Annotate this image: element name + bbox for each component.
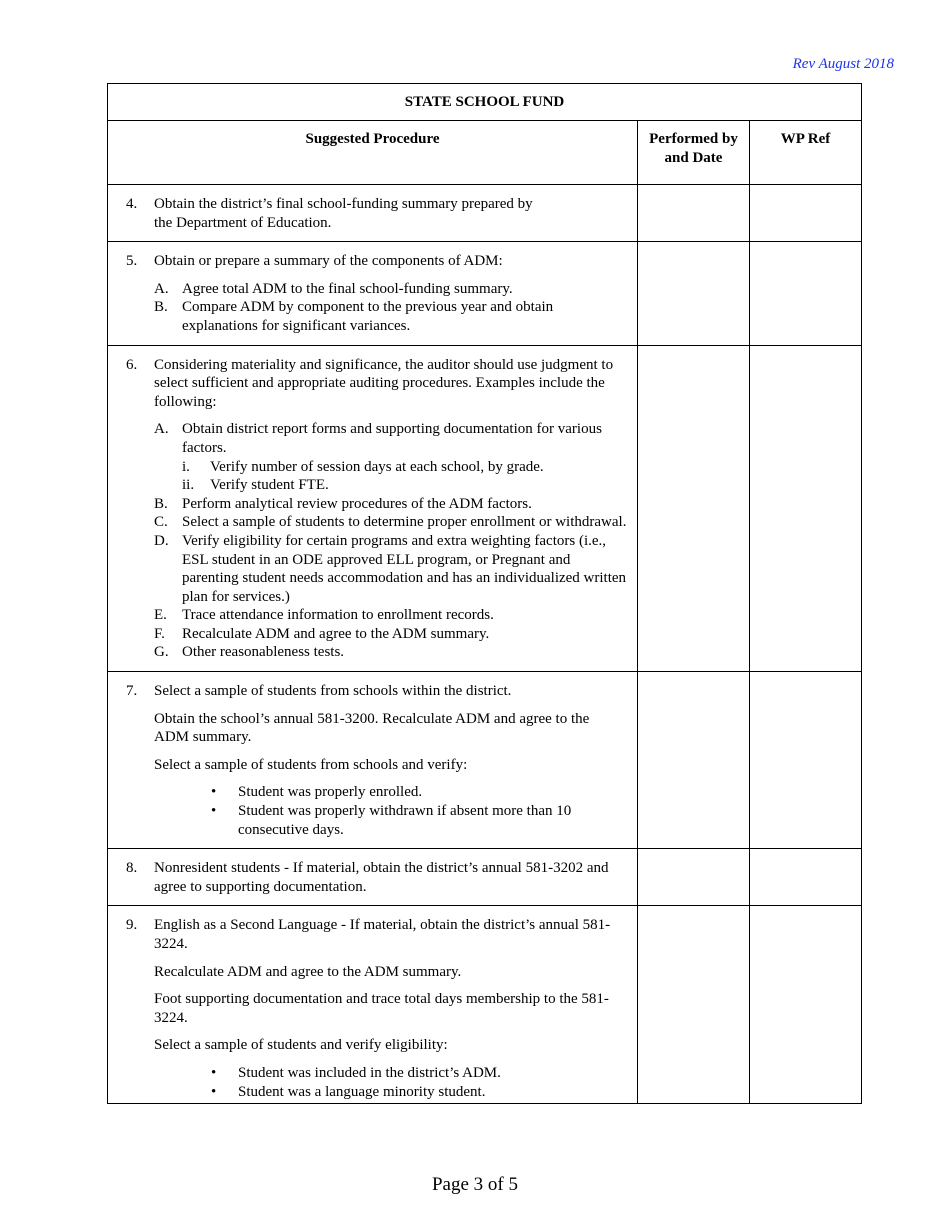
performed-by-cell[interactable]	[638, 672, 750, 849]
item-text: Verify eligibility for certain programs and extra weighting factors (i.e., ESL student in an ODE approved ELL program, or Pregnant and parenting student needs accommodation and has an individualized written plan for services.)	[182, 532, 627, 605]
wp-ref-cell[interactable]	[750, 242, 862, 345]
item-marker: G.	[154, 644, 169, 661]
performed-by-cell[interactable]	[638, 906, 750, 1104]
item-marker: i.	[182, 458, 190, 475]
list-item	[182, 458, 627, 477]
list-item	[154, 532, 627, 606]
performed-by-cell[interactable]	[638, 185, 750, 242]
header-wp-ref: WP Ref	[750, 121, 862, 185]
item-text: Agree total ADM to the final school-funding summary.	[182, 280, 513, 297]
roman-sub-list	[182, 458, 627, 495]
step-text: Obtain the school’s annual 581-3200. Recalculate ADM and agree to the ADM summary.	[154, 710, 590, 746]
bullet-list	[154, 1064, 627, 1101]
item-text: Other reasonableness tests.	[182, 644, 345, 661]
step-text: Obtain or prepare a summary of the components of ADM:	[154, 253, 503, 270]
procedure-cell	[108, 672, 638, 849]
step-text: Obtain the district’s final school-funding summary prepared by the Department of Education.	[154, 196, 533, 231]
step-number: 5.	[126, 253, 138, 270]
list-item	[154, 625, 627, 644]
list-item: • Student was included in the district’s ADM.	[238, 1064, 627, 1083]
procedure-cell	[108, 849, 638, 906]
list-item	[154, 643, 627, 662]
step-text: Select a sample of students and verify eligibility:	[154, 1037, 448, 1054]
performed-by-cell[interactable]	[638, 345, 750, 672]
procedure-cell	[108, 345, 638, 672]
step-text: Select a sample of students from schools within the district.	[154, 683, 512, 700]
table-row	[108, 849, 862, 906]
header-performed-by	[638, 121, 750, 185]
step-number: 9.	[126, 917, 138, 934]
wp-ref-cell[interactable]	[750, 185, 862, 242]
item-marker: C.	[154, 514, 168, 531]
table-row	[108, 672, 862, 849]
list-item	[154, 513, 627, 532]
item-marker: A.	[154, 421, 169, 438]
item-text: Verify student FTE.	[210, 477, 329, 494]
performed-by-cell[interactable]	[638, 849, 750, 906]
item-marker: B.	[154, 495, 168, 512]
wp-ref-cell[interactable]	[750, 345, 862, 672]
item-text: Compare ADM by component to the previous year and obtain explanations for significant variances.	[182, 299, 554, 334]
list-item	[154, 280, 627, 299]
table-title: STATE SCHOOL FUND	[108, 84, 862, 121]
procedure-cell	[108, 242, 638, 345]
item-text: Recalculate ADM and agree to the ADM summary.	[182, 625, 490, 642]
procedure-table	[107, 83, 862, 1104]
table-title-row	[108, 84, 862, 121]
procedure-cell	[108, 906, 638, 1104]
sub-list	[154, 280, 627, 336]
list-item: • Student was properly enrolled.	[238, 783, 627, 802]
sub-list	[154, 420, 627, 662]
item-marker: B.	[154, 299, 168, 316]
table-row	[108, 185, 862, 242]
item-marker: D.	[154, 532, 169, 549]
wp-ref-cell[interactable]	[750, 906, 862, 1104]
procedure-cell	[108, 185, 638, 242]
item-text: Obtain district report forms and supporting documentation for various factors.	[182, 421, 602, 456]
step-text: Considering materiality and significance, the auditor should use judgment to select sufficient and appropriate auditing procedures. Examples include the following:	[154, 356, 614, 410]
list-item: • Student was properly withdrawn if absent more than 10 consecutive days.	[238, 802, 627, 839]
step-text: Recalculate ADM and agree to the ADM summary.	[154, 963, 462, 980]
list-item	[154, 495, 627, 514]
step-number: 4.	[126, 196, 138, 212]
header-suggested-procedure: Suggested Procedure	[108, 121, 638, 185]
list-item	[154, 298, 627, 335]
list-item	[154, 606, 627, 625]
item-marker: F.	[154, 625, 165, 642]
step-number: 7.	[126, 683, 138, 700]
page-number: Page 3 of 5	[431, 1174, 518, 1195]
step-text: Foot supporting documentation and trace total days membership to the 581-3224.	[154, 991, 609, 1026]
list-item: • Student was a language minority student.	[238, 1083, 627, 1102]
wp-ref-cell[interactable]	[750, 672, 862, 849]
performed-by-cell[interactable]	[638, 242, 750, 345]
step-text: Select a sample of students from schools and verify:	[154, 756, 468, 773]
item-marker: E.	[154, 607, 167, 624]
step-text: Nonresident students - If material, obtain the district’s annual 581-3202 and agree to supporting documentation.	[154, 860, 609, 895]
table-header-row	[108, 121, 862, 185]
step-number: 6.	[126, 356, 138, 373]
item-text: Select a sample of students to determine proper enrollment or withdrawal.	[182, 514, 627, 531]
bullet-list	[154, 783, 627, 839]
item-marker: ii.	[182, 477, 195, 494]
wp-ref-cell[interactable]	[750, 849, 862, 906]
item-text: Trace attendance information to enrollment records.	[182, 607, 494, 624]
list-item	[154, 420, 627, 494]
header-performed-by-text: Performed by and Date	[649, 131, 738, 166]
table-row	[108, 242, 862, 345]
table-row	[108, 345, 862, 672]
step-number: 8.	[126, 860, 138, 877]
list-item	[182, 476, 627, 495]
table-row	[108, 906, 862, 1104]
revision-label: Rev August 2018	[792, 56, 894, 72]
item-text: Verify number of session days at each school, by grade.	[210, 458, 544, 475]
item-marker: A.	[154, 280, 169, 297]
item-text: Perform analytical review procedures of the ADM factors.	[182, 495, 532, 512]
step-text: English as a Second Language - If material, obtain the district’s annual 581-3224.	[154, 917, 611, 952]
